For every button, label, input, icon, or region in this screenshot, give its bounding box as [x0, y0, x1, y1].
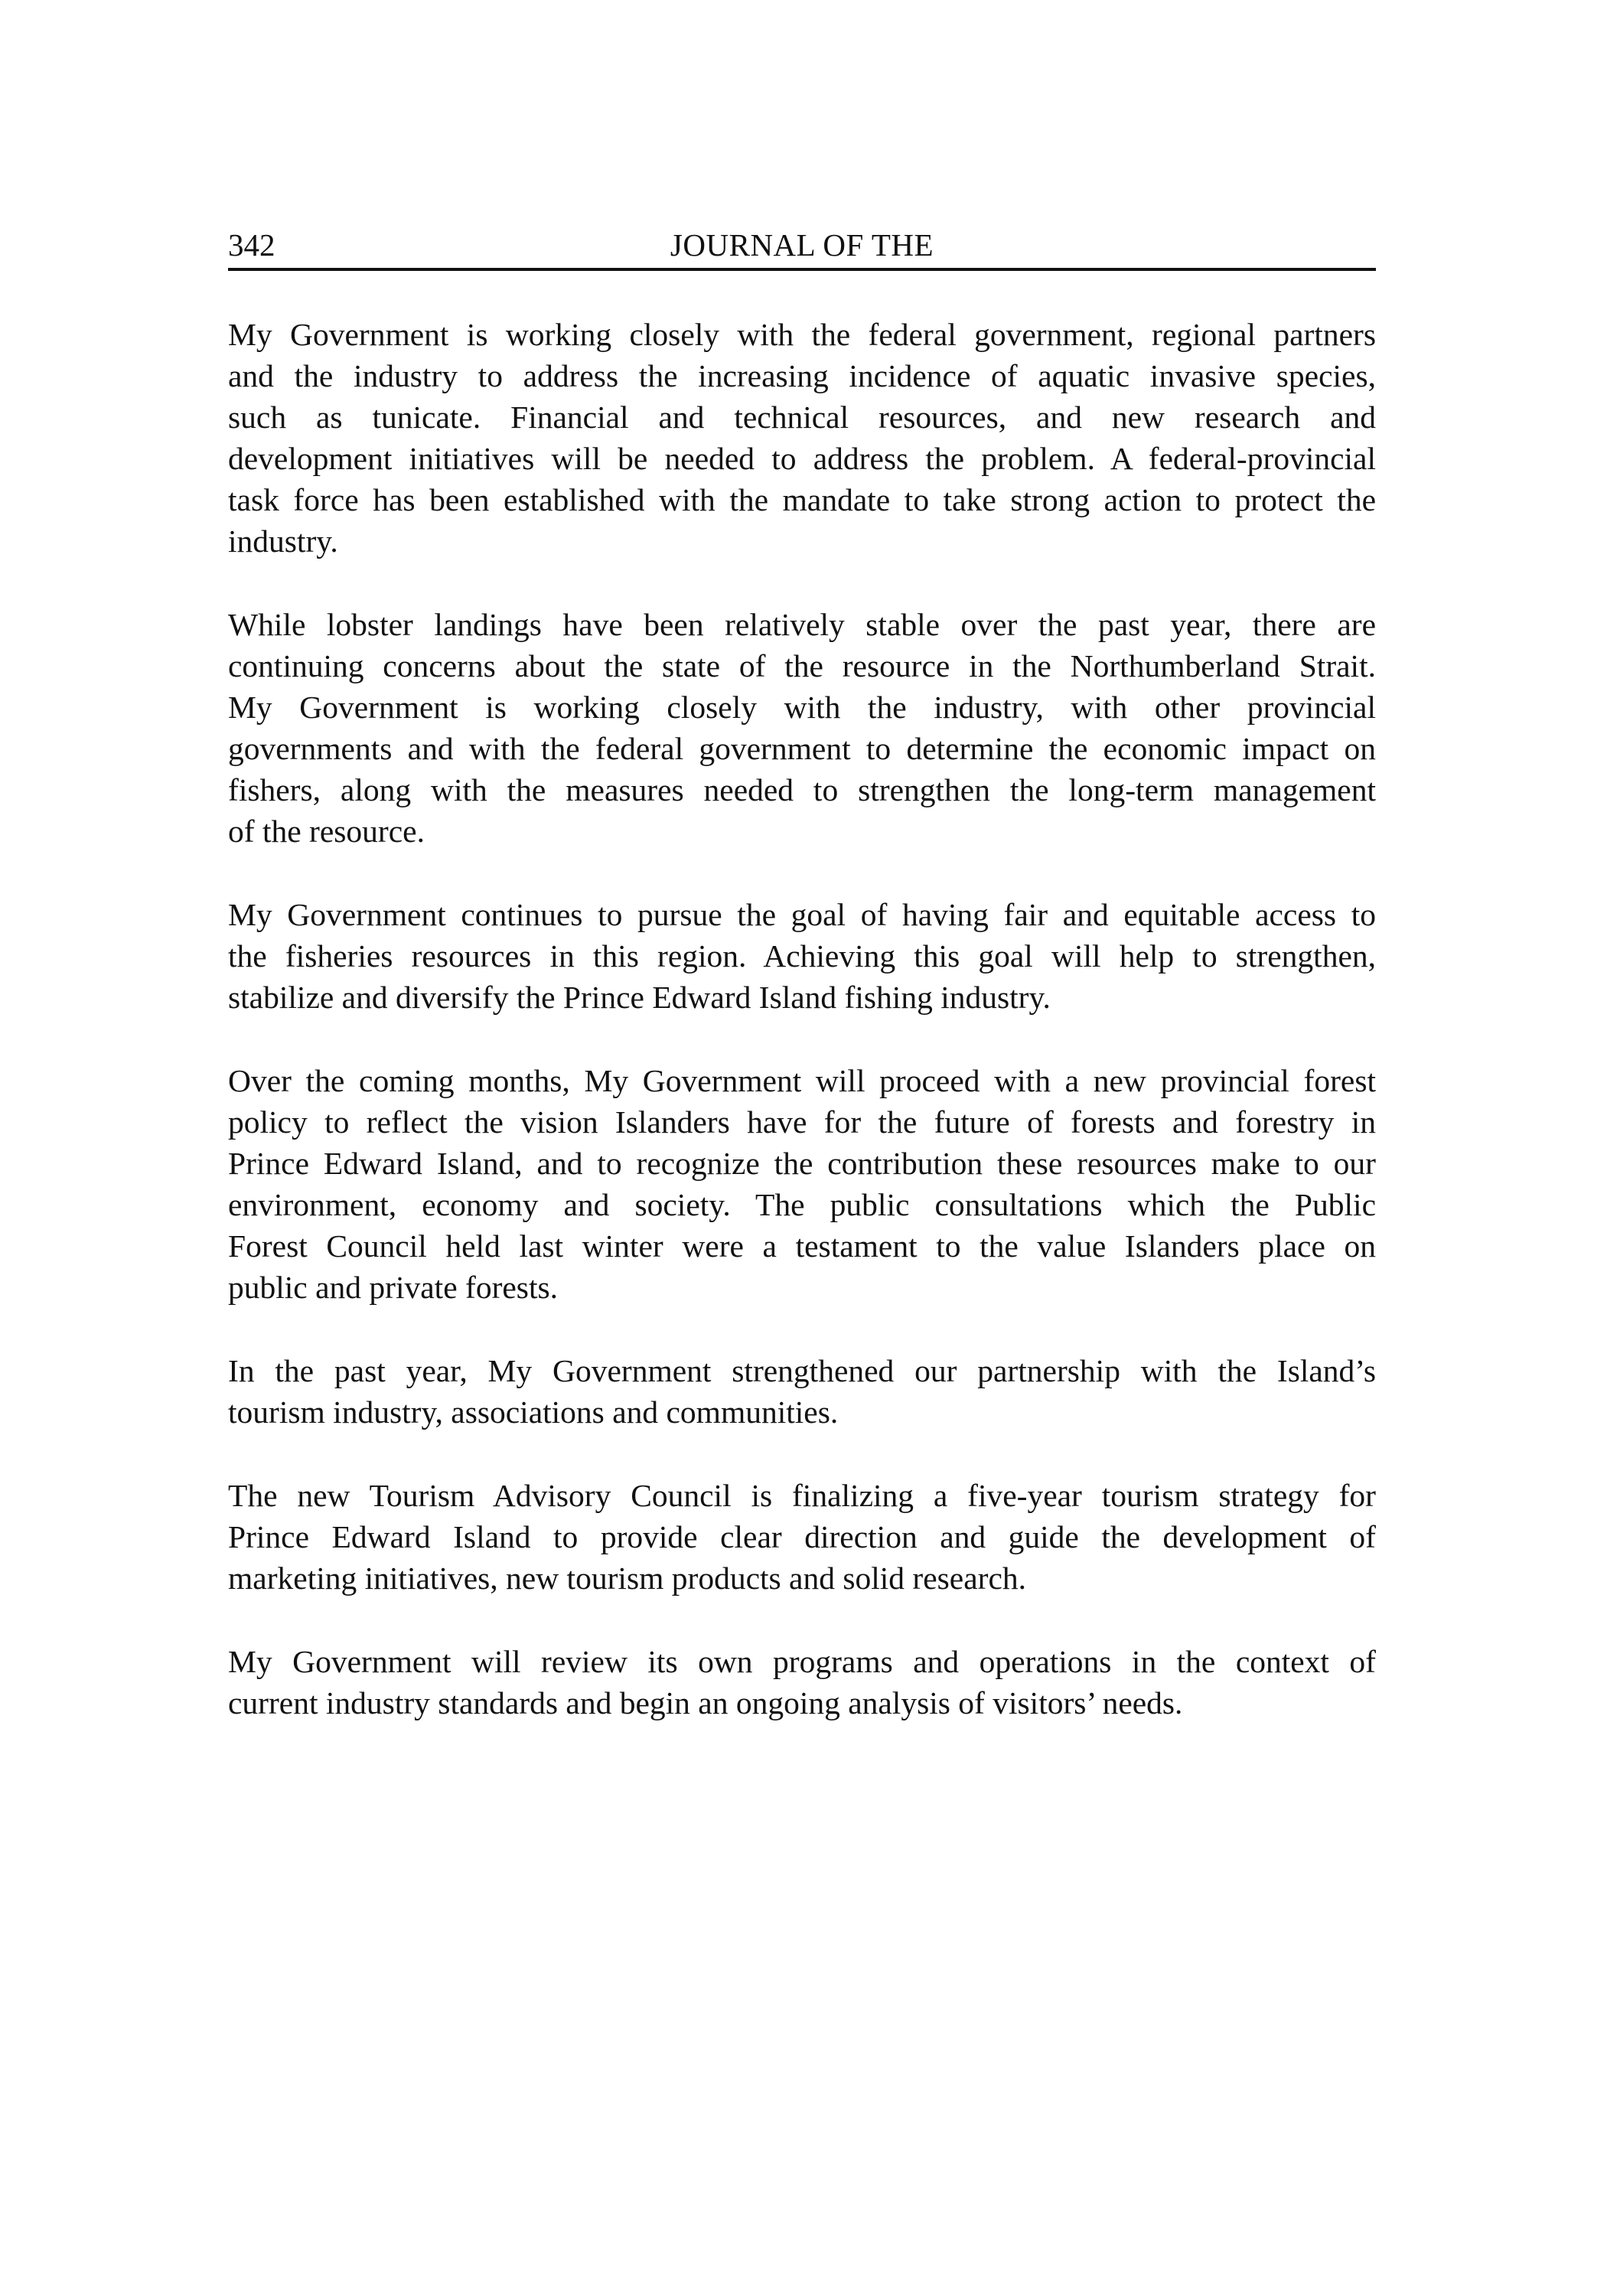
text-line: In the past year, My Government strengthened our partnership with the Island’s [228, 1353, 1376, 1388]
text-line: Prince Edward Island to provide clear direction and guide the development of [228, 1519, 1376, 1554]
paragraph-aquatic-invasive-species [228, 314, 1376, 562]
text-line: While lobster landings have been relatively stable over the past year, there are [228, 607, 1376, 642]
paragraph-lobster-landings [228, 604, 1376, 852]
text-line: continuing concerns about the state of the resource in the Northumberland Strait. [228, 648, 1376, 683]
paragraph-program-review [228, 1641, 1376, 1724]
text-line: such as tunicate. Financial and technical resources, and new research and [228, 400, 1376, 435]
journal-title: JOURNAL OF THE [670, 227, 934, 263]
text-line: Prince Edward Island, and to recognize the contribution these resources make to our [228, 1146, 1376, 1181]
text-line: task force has been established with the mandate to take strong action to protect the [228, 482, 1376, 517]
text-line: current industry standards and begin an ongoing analysis of visitors’ needs. [228, 1685, 1183, 1720]
paragraph-tourism-partnership [228, 1350, 1376, 1433]
text-line: fishers, along with the measures needed to strengthen the long-term management [228, 772, 1376, 807]
text-line: the fisheries resources in this region. Achieving this goal will help to strengthen, [228, 938, 1376, 974]
text-line: of the resource. [228, 814, 425, 849]
text-line: governments and with the federal government to determine the economic impact on [228, 731, 1376, 766]
text-line: tourism industry, associations and communities. [228, 1394, 839, 1430]
running-header [228, 222, 1376, 271]
text-line: Over the coming months, My Government will proceed with a new provincial forest [228, 1063, 1376, 1098]
text-line: marketing initiatives, new tourism products and solid research. [228, 1561, 1027, 1596]
text-line: My Government continues to pursue the goal of having fair and equitable access to [228, 897, 1376, 932]
body-text [228, 314, 1376, 1766]
paragraph-fisheries-access [228, 894, 1376, 1018]
paragraph-tourism-advisory-council [228, 1475, 1376, 1599]
text-line: My Government will review its own programs and operations in the context of [228, 1644, 1376, 1679]
text-line: industry. [228, 523, 338, 559]
text-line: policy to reflect the vision Islanders have for the future of forests and forestry in [228, 1104, 1376, 1140]
page-number: 342 [228, 227, 275, 263]
text-line: My Government is working closely with the industry, with other provincial [228, 690, 1376, 725]
text-line: My Government is working closely with the federal government, regional partners [228, 317, 1376, 352]
paragraph-forest-policy [228, 1060, 1376, 1308]
text-line: public and private forests. [228, 1270, 559, 1305]
text-line: development initiatives will be needed to address the problem. A federal-provincial [228, 441, 1376, 476]
text-line: Forest Council held last winter were a testament to the value Islanders place on [228, 1228, 1376, 1264]
text-line: stabilize and diversify the Prince Edward Island fishing industry. [228, 980, 1051, 1015]
text-line: The new Tourism Advisory Council is finalizing a five-year tourism strategy for [228, 1478, 1376, 1513]
text-line: and the industry to address the increasing incidence of aquatic invasive species, [228, 358, 1376, 393]
text-line: environment, economy and society. The public consultations which the Public [228, 1187, 1376, 1222]
